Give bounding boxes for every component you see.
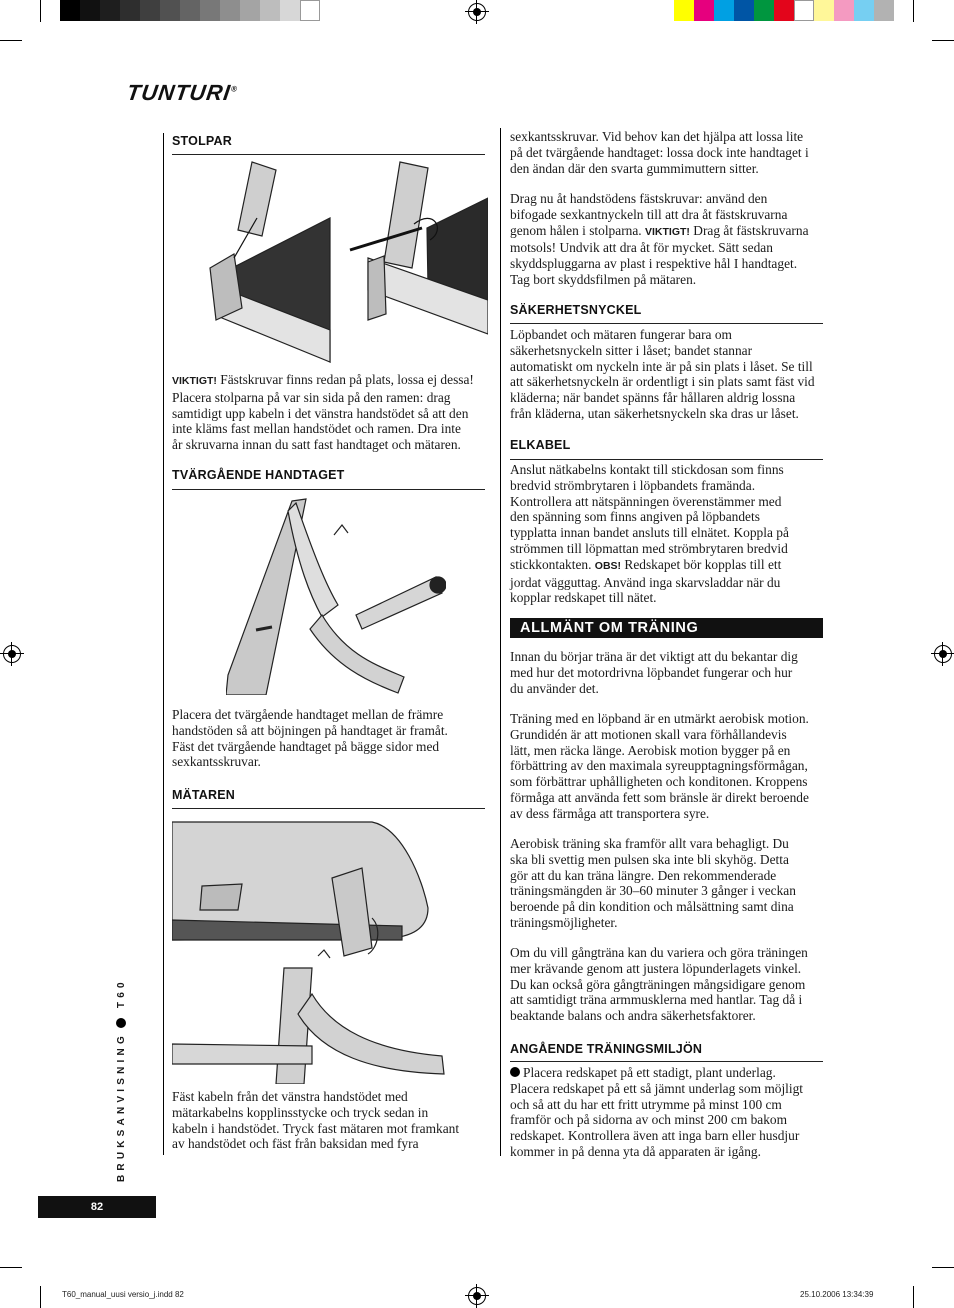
elkabel-text: Anslut nätkabelns kontakt till stickdosan som finns bredvid strömbrytaren i löpbandets framända. Kontrollera att nätspänningen överenstämmer med den spänning som finns angiven på löpbandets typplatta innan bandet ansluts till elnätet. Koppla på strömmen till löpmattan med strömbrytaren bredvid stickkontakten. OBS! Redskapet bör kopplas till ett jordat vägguttag. Använd inga skarvsladdar när du kopplar redskapet till nätet. xyxy=(510,462,789,606)
bullet-icon xyxy=(510,1067,520,1077)
section-heading-elkabel: ELKABEL xyxy=(510,438,571,452)
registration-mark-icon xyxy=(934,645,952,663)
crop-mark xyxy=(932,1267,954,1268)
footer-file-info: T60_manual_uusi versio_j.indd 82 xyxy=(62,1290,184,1299)
section-heading-stolpar: STOLPAR xyxy=(172,134,232,148)
crop-mark xyxy=(40,0,41,22)
crop-mark xyxy=(40,1286,41,1308)
gray-swatch xyxy=(200,0,220,21)
bullet-icon xyxy=(116,1018,126,1028)
color-swatch xyxy=(774,0,794,21)
heading-rule xyxy=(510,323,823,324)
crop-mark xyxy=(932,40,954,41)
stolpar-text: VIKTIGT! Fästskruvar finns redan på plats, lossa ej dessa! Placera stolparna på var sin sida på den ramen: drag samtidigt upp kabeln i det vänstra handstödet så att den inte kläms fast mellan handstödet och ramen. Dra inte år skruvarna innan du satt fast handtaget och mätaren. xyxy=(172,372,474,453)
color-swatch xyxy=(734,0,754,21)
side-running-label: BRUKSANVISNINGT60 xyxy=(116,978,127,1182)
crop-mark xyxy=(913,0,914,22)
tvargaende-text: Placera det tvärgående handtaget mellan de främre handstöden så att böjningen på handtaget är framåt. Fäst det tvärgående handtaget på bägge sidor med sexkantsskruvar. xyxy=(172,707,448,770)
color-swatch xyxy=(694,0,714,21)
gray-swatch xyxy=(220,0,240,21)
allmant-paragraph-2: Träning med en löpband är en utmärkt aerobisk motion. Grundidén är att motionen skall vara förhållandevis lätt, men räcka länge. Aerobisk motion bygger på en förbättring av den maximala syreupptagningsförmågan, som förbättrar uphålligheten och konditonen. Kroppens förmåga att använda fett som bränsle är direkt beroende av dess färmåga att transportera syre. xyxy=(510,711,809,821)
color-swatch xyxy=(714,0,734,21)
miljo-text: Placera redskapet på ett stadigt, plant underlag. Placera redskapet på ett så jämnt underlag som möjligt och så att du har ett fritt utrymme på minst 100 cm framför och på sidorna av och minst 200 cm bakom redskapet. Kontrollera även att inga barn eller husdjur kommer in på denna yta då apparaten är igång. xyxy=(510,1065,804,1159)
color-swatch xyxy=(674,0,694,21)
gray-swatch xyxy=(240,0,260,21)
right-intro-text1: sexkantsskruvar. Vid behov kan det hjälpa att lossa lite på det tvärgående handtaget: lossa dock inte handtaget i den ändan där den svarta gummimuttern sitter. xyxy=(510,129,809,176)
footer-date: 25.10.2006 13:34:39 xyxy=(800,1290,874,1299)
section-heading-sakerhetsnyckel: SÄKERHETSNYCKEL xyxy=(510,303,642,317)
section-banner-allmant: ALLMÄNT OM TRÄNING xyxy=(510,618,823,638)
important-label: VIKTIGT! xyxy=(645,225,690,238)
color-swatch xyxy=(794,0,814,21)
stolpar-illustration xyxy=(172,158,488,366)
section-heading-mataren: MÄTAREN xyxy=(172,788,235,802)
color-swatch xyxy=(854,0,874,21)
crop-mark xyxy=(0,1267,22,1268)
gray-swatch xyxy=(100,0,120,21)
heading-rule xyxy=(510,1061,823,1062)
column-divider xyxy=(500,128,501,1156)
section-heading-traningsmiljon: ANGÅENDE TRÄNINGSMILJÖN xyxy=(510,1042,703,1056)
allmant-paragraph-4: Om du vill gångträna kan du variera och göra träningen mer krävande genom att justera löpunderlagets vinkel. Du kan också göra gångträningen mångsidigare genom att samtidigt träna armmusklerna med hantlar. Tag då i beaktande balans och andra säkerhetsfaktorer. xyxy=(510,945,808,1024)
section-heading-tvargaende: TVÄRGÅENDE HANDTAGET xyxy=(172,468,345,482)
mataren-text: Fäst kabeln från det vänstra handstödet med mätarkabelns kopplinsstycke och tryck sedan in kabeln i handstödet. Tryck fast mätaren mot framkant av handstödet och fäst från baksidan med fyra xyxy=(172,1089,460,1152)
registration-mark-icon xyxy=(3,645,21,663)
page-number: 82 xyxy=(38,1196,156,1218)
allmant-paragraph-1: Innan du börjar träna är det viktigt att du bekantar dig med hur det motordrivna löpbandet fungerar och hur du använder det. xyxy=(510,649,798,696)
registration-mark-icon xyxy=(468,1287,486,1305)
heading-rule xyxy=(510,459,823,460)
gray-swatch xyxy=(60,0,80,21)
important-label: VIKTIGT! xyxy=(172,375,217,387)
gray-swatch xyxy=(180,0,200,21)
gray-swatch xyxy=(160,0,180,21)
color-swatch xyxy=(814,0,834,21)
gray-swatch xyxy=(120,0,140,21)
heading-rule xyxy=(172,489,485,490)
tunturi-logo: TUNTURI® xyxy=(125,80,239,105)
heading-rule xyxy=(172,154,485,155)
crossbar-illustration xyxy=(226,495,446,695)
crop-mark xyxy=(913,1286,914,1308)
right-intro-text2: Drag nu åt handstödens fästskruvar: använd den bifogade sexkantnyckeln till att dra åt fästskruvarna genom hålen i stolparna. VIKTIGT! Drag åt fästskruvarna motsols! Undvik att dra åt för mycket. Sätt sedan skyddspluggarna av plast i respektive hål I handtaget. Tag bort skyddsfilmen på mätaren. xyxy=(510,191,809,287)
color-swatch xyxy=(754,0,774,21)
gray-swatch xyxy=(80,0,100,21)
allmant-paragraph-3: Aerobisk träning ska framför allt vara behagligt. Du ska bli svettig men pulsen ska inte bli skyhög. Detta gör att du kan träna längre. Den rekommenderade träningsmängden är 30–60 minuter 3 gånger i veckan beroende på din kondition och målsättning samt dina träningsmöjligheter. xyxy=(510,836,796,930)
color-swatch xyxy=(874,0,894,21)
sakerhet-text: Löpbandet och mätaren fungerar bara om säkerhetsnyckeln sitter i låset; bandet stannar automatiskt om nyckeln inte är på sin plats i låset. Se till att säkerhetsnyckeln är ordentligt i sin plats samt fäst vid kläderna; när bandet spänns får hållaren aldrig lossna från kläderna, utan säkerhetsnyckeln ska dras ur låset. xyxy=(510,327,815,421)
heading-rule xyxy=(172,808,485,809)
gray-swatch xyxy=(260,0,280,21)
console-illustration xyxy=(172,818,452,1084)
gray-swatch xyxy=(280,0,300,21)
registration-mark-icon xyxy=(468,3,486,21)
color-swatch xyxy=(834,0,854,21)
column-divider xyxy=(163,133,164,1155)
gray-swatch xyxy=(140,0,160,21)
crop-mark xyxy=(0,40,22,41)
gray-swatch xyxy=(300,0,320,21)
notice-label: OBS! xyxy=(594,559,622,572)
